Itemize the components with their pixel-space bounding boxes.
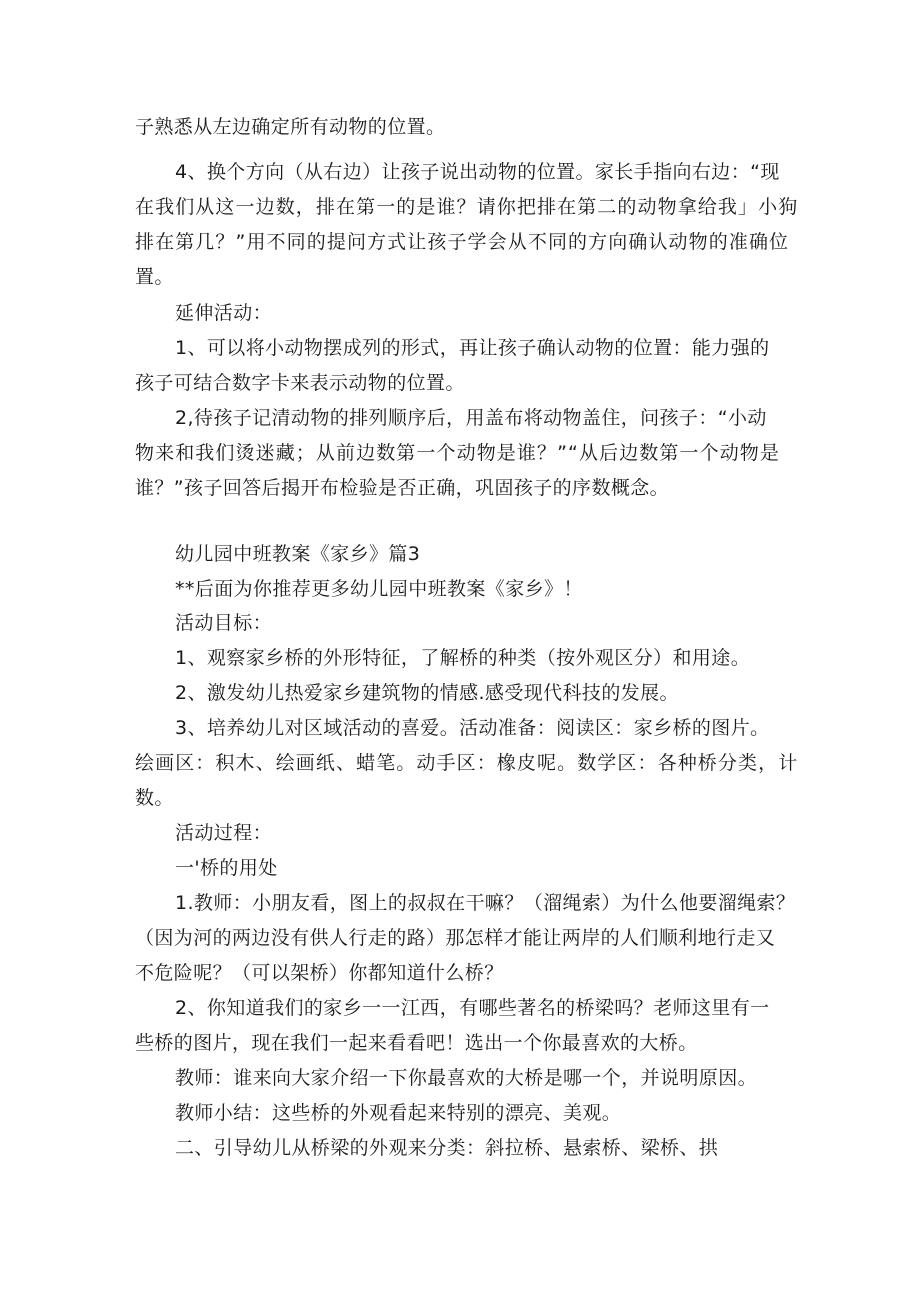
text-line: 1.教师：小朋友看，图上的叔叔在干嘛？（溜绳索）为什么他要溜绳索？: [175, 892, 796, 914]
recommendation-line: **后面为你推荐更多幼儿园中班教案《家乡》！: [175, 578, 583, 600]
text-line: 一'桥的用处: [175, 857, 278, 879]
text-line: 1、可以将小动物摆成列的形式，再让孩子确认动物的位置：能力强的: [175, 337, 770, 359]
text-line: 2、你知道我们的家乡一一江西，有哪些著名的桥梁吗？老师这里有一: [175, 997, 770, 1019]
section-heading: 活动目标：: [175, 612, 273, 634]
text-line: 二、引导幼儿从桥梁的外观来分类：斜拉桥、悬索桥、梁桥、拱: [175, 1137, 719, 1159]
text-line: 排在第几？”用不同的提问方式让孩子学会从不同的方向确认动物的准确位: [135, 231, 790, 253]
text-line: 4、换个方向（从右边）让孩子说出动物的位置。家长手指向右边：“现: [175, 161, 780, 183]
article-title: 幼儿园中班教案《家乡》篇3: [175, 543, 421, 565]
text-line: 不危险呢？（可以架桥）你都知道什么桥？: [135, 962, 504, 984]
text-line: 子熟悉从左边确定所有动物的位置。: [135, 116, 446, 138]
text-line: 在我们从这一边数，排在第一的是谁？请你把排在第二的动物拿给我」小狗: [135, 196, 799, 218]
text-line: 教师：谁来向大家介绍一下你最喜欢的大桥是哪一个，并说明原因。: [175, 1067, 758, 1089]
text-line: 物来和我们烫迷藏；从前边数第一个动物是谁？”“从后边数第一个动物是: [135, 442, 780, 464]
text-line: 2,待孩子记清动物的排列顺序后，用盖布将动物盖住，问孩子：“小动: [175, 407, 767, 429]
text-line: 1、观察家乡桥的外形特征，了解桥的种类（按外观区分）和用途。: [175, 647, 751, 669]
text-line: （因为河的两边没有供人行走的路）那怎样才能让两岸的人们顺利地行走又: [135, 927, 776, 949]
text-line: 绘画区：积木、绘画纸、蜡笔。动手区：橡皮呢。数学区：各种桥分类，计: [135, 752, 799, 774]
text-line: 2、激发幼儿热爱家乡建筑物的情感.感受现代科技的发展。: [175, 682, 679, 704]
text-line: 些桥的图片，现在我们一起来看看吧！选出一个你最喜欢的大桥。: [135, 1032, 698, 1054]
section-heading: 活动过程：: [175, 822, 273, 844]
text-line: 谁？”孩子回答后揭开布检验是否正确，巩固孩子的序数概念。: [135, 477, 670, 499]
text-line: 孩子可结合数字卡来表示动物的位置。: [135, 372, 465, 394]
text-line: 3、培养幼儿对区域活动的喜爱。活动准备：阅读区：家乡桥的图片。: [175, 717, 770, 739]
text-line: 教师小结：这些桥的外观看起来特别的漂亮、美观。: [175, 1102, 622, 1124]
section-heading: 延伸活动：: [175, 302, 273, 324]
text-line: 数。: [135, 787, 174, 809]
text-line: 置。: [135, 266, 174, 288]
